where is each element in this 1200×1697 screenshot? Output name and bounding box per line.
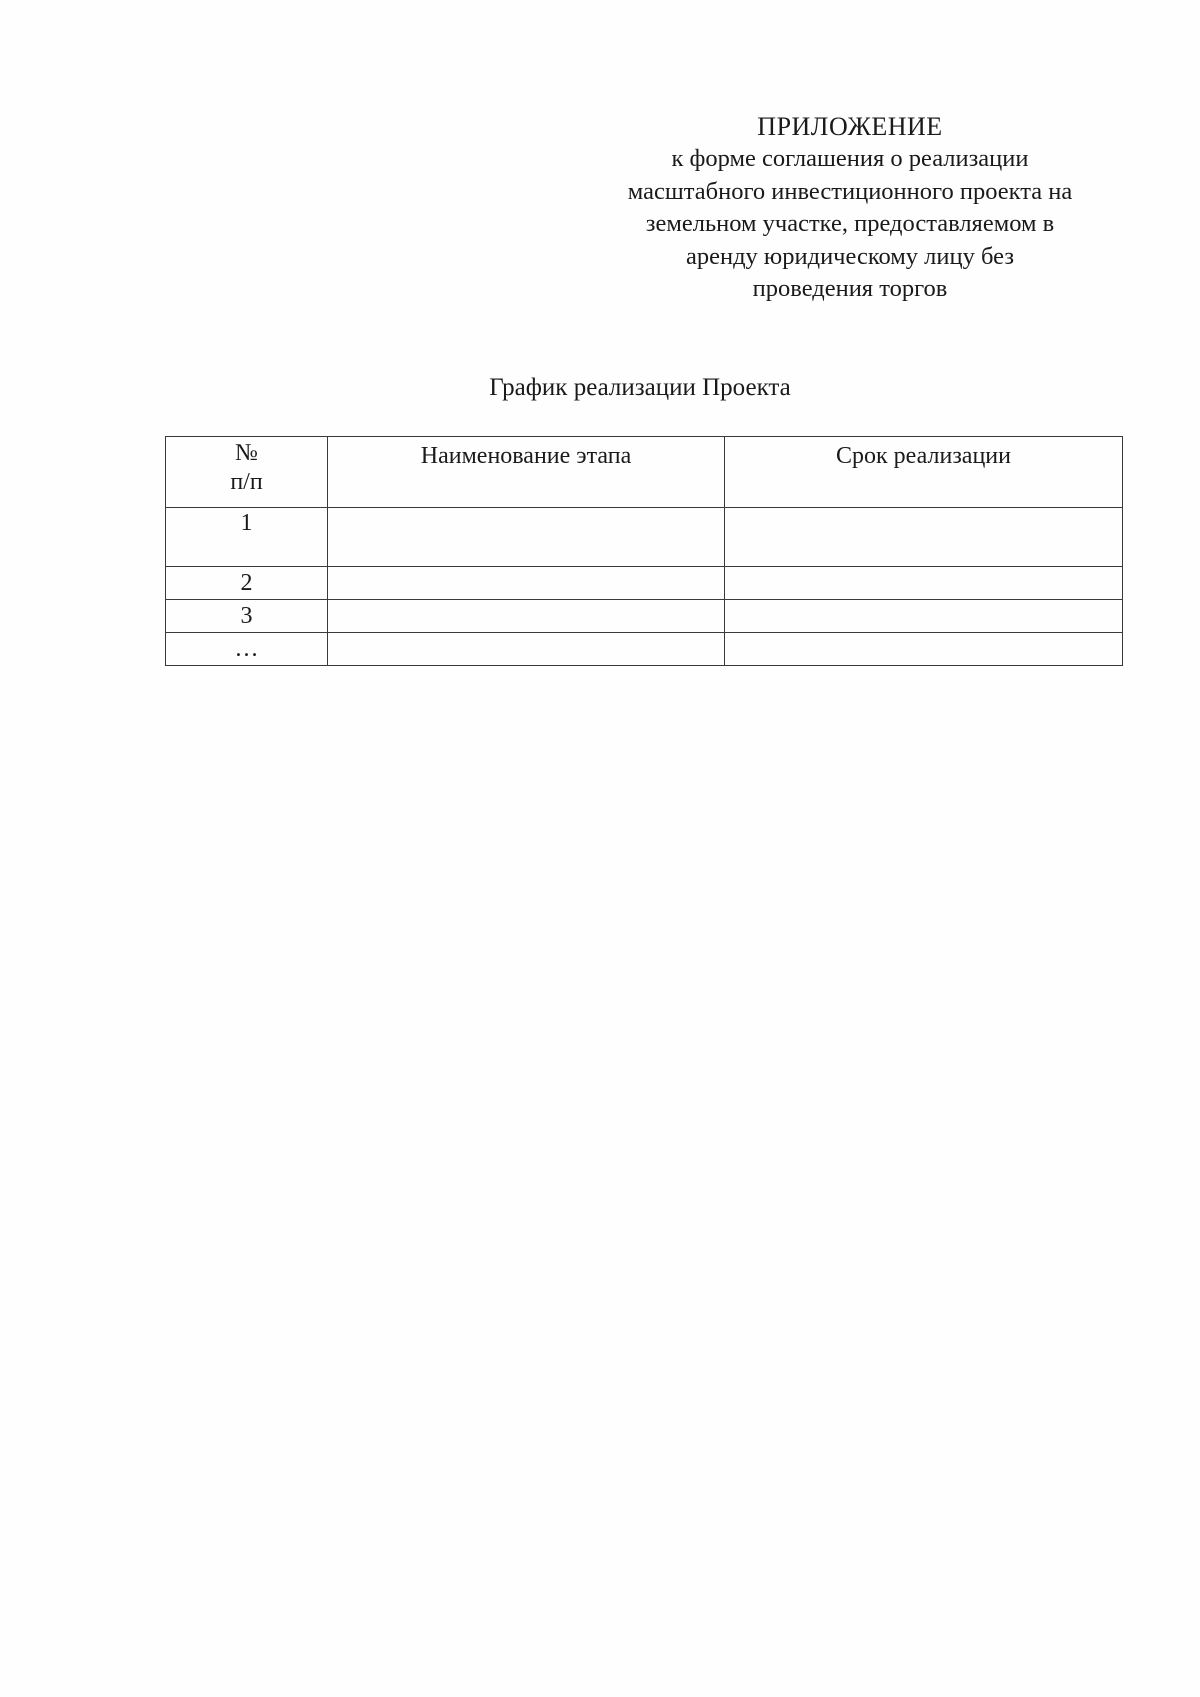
table-row <box>166 633 1123 666</box>
table-row <box>166 508 1123 567</box>
stage-name-cell <box>328 567 725 600</box>
term-cell <box>725 508 1123 567</box>
term-cell <box>725 600 1123 633</box>
schedule-title: График реализации Проекта <box>489 374 791 401</box>
stage-name-cell <box>328 633 725 666</box>
stage-name-cell <box>328 600 725 633</box>
schedule-table <box>165 436 1123 666</box>
table-header-row <box>166 437 1123 508</box>
appendix-line: к форме соглашения о реализации <box>671 145 1029 172</box>
term-cell <box>725 633 1123 666</box>
row-number-cell: … <box>166 633 328 666</box>
appendix-title: ПРИЛОЖЕНИЕ <box>757 112 943 141</box>
appendix-line: масштабного инвестиционного проекта на <box>627 177 1073 205</box>
stage-name-cell <box>328 508 725 567</box>
row-number-cell: 1 <box>166 508 328 567</box>
column-header-term: Срок реализации <box>725 437 1123 508</box>
number-header-line2: п/п <box>230 469 263 495</box>
appendix-line: земельном участке, предоставляемом в <box>645 210 1055 237</box>
table-row <box>166 567 1123 600</box>
row-number-cell: 3 <box>166 600 328 633</box>
appendix-header <box>560 110 1140 306</box>
table-row <box>166 600 1123 633</box>
row-number-cell: 2 <box>166 567 328 600</box>
appendix-line: аренду юридическому лицу без <box>685 242 1014 270</box>
column-header-number <box>166 437 328 508</box>
appendix-line: проведения торгов <box>752 275 948 302</box>
number-header-line1: № <box>235 440 258 466</box>
term-cell <box>725 567 1123 600</box>
column-header-stage-name: Наименование этапа <box>328 437 725 508</box>
